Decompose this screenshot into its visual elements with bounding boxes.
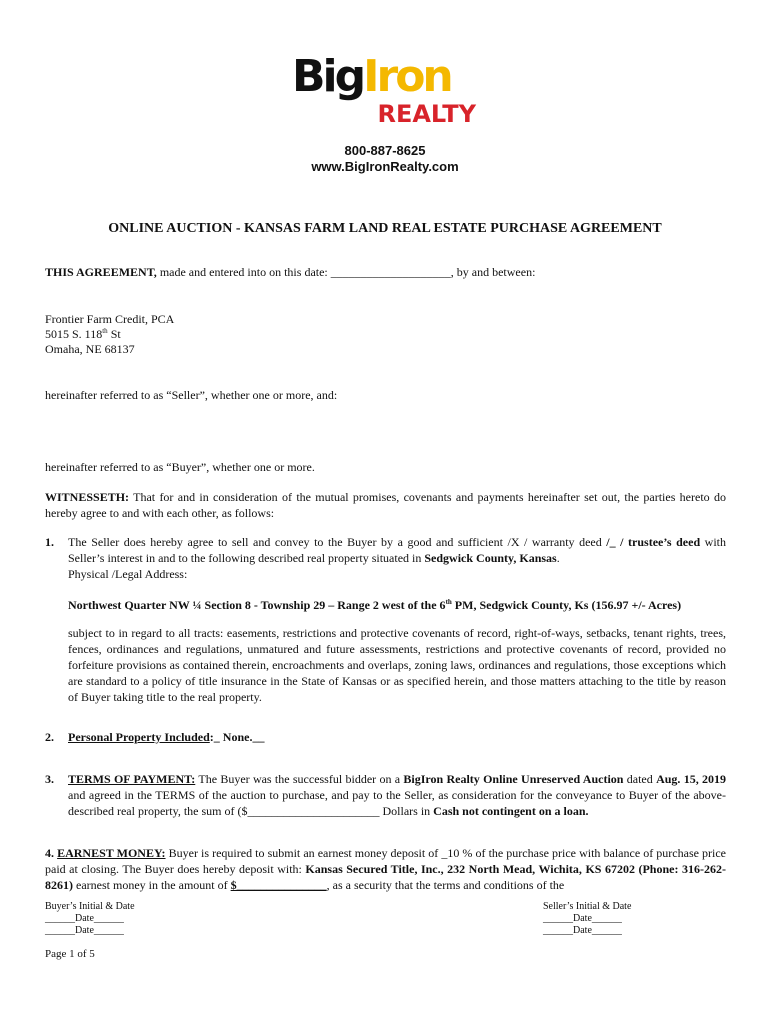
seller-initial-label: Seller’s Initial & Date bbox=[543, 901, 632, 912]
section-3-text-a: The Buyer was the successful bidder on a bbox=[195, 772, 404, 786]
seller-reference: hereinafter referred to as “Seller”, whether one or more, and: bbox=[45, 388, 338, 402]
logo-realty-text: REALTY bbox=[377, 100, 476, 128]
section-4-paragraph bbox=[45, 845, 726, 893]
bigiron-realty-logo bbox=[292, 52, 482, 136]
section-2-line bbox=[68, 729, 264, 745]
agreement-line bbox=[45, 264, 735, 280]
logo-big-text: Big bbox=[292, 51, 364, 102]
buyer-date-line-2: ______Date______ bbox=[45, 925, 124, 936]
agreement-text: made and entered into on this date: ____________________, by and between: bbox=[156, 265, 536, 279]
section-4-label: EARNEST MONEY: bbox=[57, 846, 166, 860]
section-3-label: TERMS OF PAYMENT: bbox=[68, 772, 196, 786]
seller-initial-block bbox=[543, 901, 631, 937]
section-1-text-b: with Seller’s interest in and to the following described real property situated in bbox=[68, 535, 726, 565]
section-1-county: Sedgwick County, Kansas bbox=[424, 551, 557, 565]
section-4-number: 4. bbox=[45, 846, 54, 860]
witnesseth-text: That for and in consideration of the mutual promises, covenants and payments hereinafter set out, the parties hereto do hereby agree to and with each other, as follows: bbox=[45, 490, 726, 520]
section-1-number: 1. bbox=[45, 535, 54, 549]
contact-phone: 800-887-8625 bbox=[344, 143, 426, 158]
section-3-number: 3. bbox=[45, 772, 54, 786]
seller-address-pre: 5015 S. 118 bbox=[45, 327, 103, 341]
section-4-title-company: Kansas Secured Title, Inc., 232 North Mead, Wichita, KS 67202 (Phone: 316-262-8261) bbox=[45, 862, 726, 892]
section-3-cash: Cash not contingent on a loan. bbox=[433, 804, 589, 818]
section-1-legal-description bbox=[68, 597, 728, 613]
seller-address-sup: th bbox=[102, 327, 108, 335]
section-2-value: :_ None.__ bbox=[209, 730, 265, 744]
section-3-auction: BigIron Realty Online Unreserved Auction bbox=[403, 772, 624, 786]
section-1-text-a: The Seller does hereby agree to sell and convey to the Buyer by a good and sufficient /X / warranty deed bbox=[68, 535, 607, 549]
section-1-deed: /_ / trustee’s deed bbox=[606, 535, 701, 549]
buyer-initial-block bbox=[45, 901, 135, 937]
section-1-paragraph bbox=[68, 534, 726, 566]
seller-date-line-2: ______Date______ bbox=[543, 925, 622, 936]
logo-iron-text: Iron bbox=[363, 51, 451, 102]
section-1-subject: subject to in regard to all tracts: easements, restrictions and protective covenants of record, right-of-ways, setbacks, tenant rights, trees, fences, ordinances and regulations, unmatured and future assessments, restrictions and protective covenants of record, provided no forfeiture provisions as contained therein, encroachments and overlaps, zoning laws, ordinances and regulations, those exceptions which are standard to a policy of title insurance in the State of Kansas or as specified herein, and those matters attaching to the title by reason of Buyer taking title to the real property. bbox=[68, 626, 726, 704]
section-3-paragraph bbox=[68, 771, 726, 819]
contact-website: www.BigIronRealty.com bbox=[311, 159, 459, 174]
logo-wordmark bbox=[292, 52, 451, 102]
section-1-legal-sup: th bbox=[445, 598, 452, 606]
seller-address-post: St bbox=[107, 327, 121, 341]
document-title: ONLINE AUCTION - KANSAS FARM LAND REAL ESTATE PURCHASE AGREEMENT bbox=[108, 221, 662, 236]
section-3-text-b: dated bbox=[623, 772, 657, 786]
section-1-text-c: . bbox=[556, 551, 560, 565]
section-2-label: Personal Property Included bbox=[68, 730, 210, 744]
section-4-text-b: earnest money in the amount of bbox=[73, 878, 231, 892]
agreement-lead: THIS AGREEMENT, bbox=[45, 265, 157, 279]
section-4-text-c: , as a security that the terms and conditions of the bbox=[326, 878, 565, 892]
section-1-legal-pre: Northwest Quarter NW ¼ Section 8 - Township 29 – Range 2 west of the 6 bbox=[68, 598, 446, 612]
seller-date-line-1: ______Date______ bbox=[543, 913, 622, 924]
section-4-amount: $_______________ bbox=[230, 878, 327, 892]
section-3-text-c: and agreed in the TERMS of the auction to purchase, and pay to the Seller, as consideration for the conveyance to Buyer of the above-described real property, the sum of ($______________________ Dollars in bbox=[68, 788, 726, 818]
witnesseth-paragraph bbox=[45, 489, 726, 521]
section-3-date: Aug. 15, 2019 bbox=[656, 772, 727, 786]
buyer-initial-label: Buyer’s Initial & Date bbox=[45, 901, 135, 912]
seller-address bbox=[45, 326, 121, 342]
section-1-legal-post: PM, Sedgwick County, Ks (156.97 +/- Acres) bbox=[451, 598, 682, 612]
seller-name: Frontier Farm Credit, PCA bbox=[45, 312, 175, 326]
buyer-reference: hereinafter referred to as “Buyer”, whether one or more. bbox=[45, 460, 315, 474]
section-4-text-a: Buyer is required to submit an earnest money deposit of _10 % of the purchase price with balance of purchase price paid at closing. The Buyer does hereby deposit with: bbox=[45, 846, 727, 876]
section-2-number: 2. bbox=[45, 730, 54, 744]
seller-city: Omaha, NE 68137 bbox=[45, 342, 135, 356]
witnesseth-lead: WITNESSETH: bbox=[45, 490, 130, 504]
section-1-address-label: Physical /Legal Address: bbox=[68, 567, 188, 581]
buyer-date-line-1: ______Date______ bbox=[45, 913, 124, 924]
page-number: Page 1 of 5 bbox=[45, 948, 95, 960]
